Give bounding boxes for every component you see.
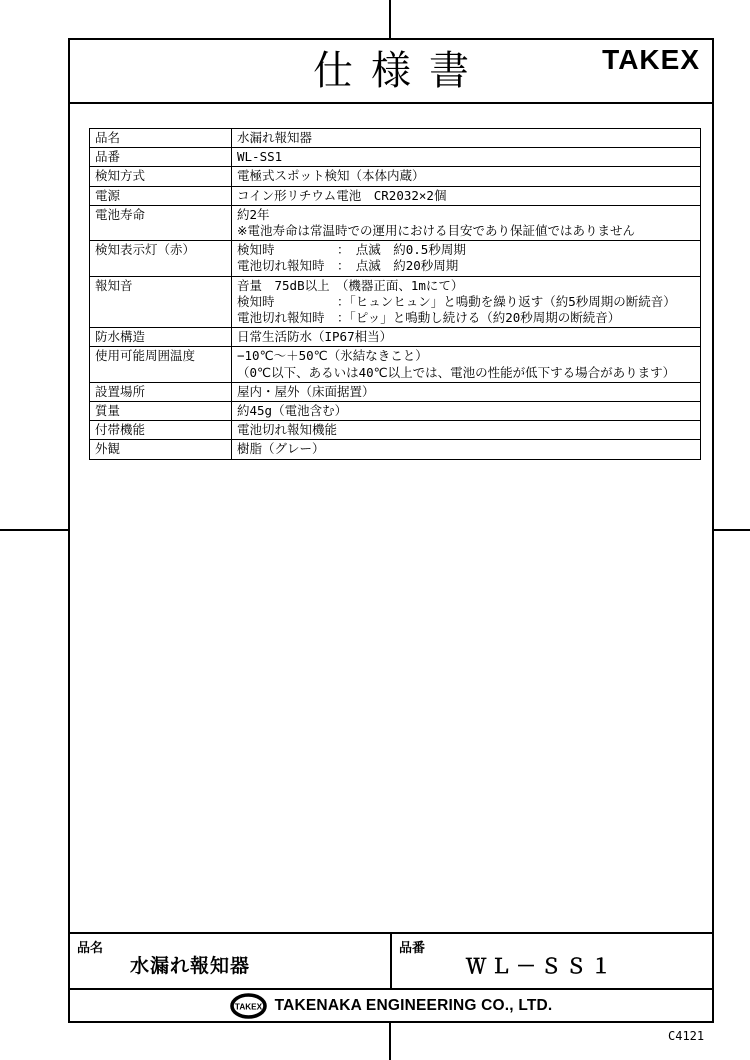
- spec-row-label: 電源: [90, 186, 232, 205]
- spec-row-value: [232, 241, 701, 276]
- spec-value-line: （0℃以下、あるいは40℃以上では、電池の性能が低下する場合があります）: [237, 364, 676, 380]
- trim-mark-top: [389, 0, 391, 39]
- spec-row-label: 付帯機能: [90, 421, 232, 440]
- spec-row-label: 使用可能周囲温度: [90, 347, 232, 382]
- spec-row-value: [232, 421, 701, 440]
- spec-row-value: [232, 148, 701, 167]
- spec-row: [90, 276, 701, 328]
- spec-row-label: 報知音: [90, 276, 232, 328]
- document-body: [70, 104, 712, 932]
- takex-badge-icon: [230, 993, 267, 1019]
- spec-value-line: 検知時 ：「ヒュンヒュン」と鳴動を繰り返す（約5秒周期の断続音）: [237, 293, 676, 309]
- spec-row-label: 検知方式: [90, 167, 232, 186]
- trim-mark-bottom: [389, 1022, 391, 1060]
- spec-row-label: 検知表示灯（赤）: [90, 241, 232, 276]
- spec-value-line: 音量 75dB以上 （機器正面、1mにて）: [237, 277, 464, 293]
- spec-row: [90, 241, 701, 276]
- spec-value-line: 樹脂（グレー）: [237, 441, 325, 457]
- spec-row-value: [232, 167, 701, 186]
- spec-value-line: 約2年: [237, 206, 270, 222]
- spec-row-value: [232, 186, 701, 205]
- spec-row-label: 設置場所: [90, 382, 232, 401]
- spec-row: [90, 148, 701, 167]
- spec-value-line: 検知時 ： 点滅 約0.5秒周期: [237, 242, 466, 258]
- spec-value-line: 電池切れ報知機能: [237, 422, 338, 438]
- page-title: 仕様書: [313, 49, 487, 93]
- spec-row-value: [232, 328, 701, 347]
- spec-row-value: [232, 347, 701, 382]
- spec-row: [90, 402, 701, 421]
- product-number-cell: [392, 934, 712, 988]
- spec-row: [90, 186, 701, 205]
- takex-badge-text: TAKEX: [234, 1002, 262, 1011]
- spec-row-value: [232, 382, 701, 401]
- product-number-value: ＷＬ－ＳＳ１: [466, 956, 616, 978]
- spec-row-value: [232, 205, 701, 240]
- spec-value-line: WL-SS1: [237, 149, 283, 165]
- spec-row: [90, 440, 701, 459]
- spec-value-line: 約45g（電池含む）: [237, 403, 348, 419]
- spec-row: [90, 421, 701, 440]
- document-header: [70, 40, 712, 104]
- spec-row-label: 品名: [90, 129, 232, 148]
- spec-value-line: コイン形リチウム電池 CR2032×2個: [237, 187, 447, 203]
- spec-row: [90, 382, 701, 401]
- spec-row: [90, 347, 701, 382]
- spec-row: [90, 328, 701, 347]
- spec-row-label: 外観: [90, 440, 232, 459]
- spec-value-line: 日常生活防水（IP67相当）: [237, 329, 393, 345]
- spec-row-label: 電池寿命: [90, 205, 232, 240]
- spec-value-line: −10℃～＋50℃（氷結なきこと）: [237, 348, 428, 364]
- company-name: TAKENAKA ENGINEERING CO., LTD.: [274, 996, 553, 1014]
- product-name-value: 水漏れ報知器: [130, 955, 251, 977]
- spec-row-label: 防水構造: [90, 328, 232, 347]
- product-number-label: 品番: [399, 941, 426, 956]
- product-summary: [70, 932, 712, 988]
- spec-value-line: ※電池寿命は常温時での運用における目安であり保証値ではありません: [237, 223, 635, 239]
- spec-row-label: 品番: [90, 148, 232, 167]
- brand-logo: TAKEX: [602, 44, 700, 75]
- spec-row-value: [232, 129, 701, 148]
- product-name-label: 品名: [77, 941, 104, 956]
- trim-mark-left: [0, 529, 68, 531]
- spec-value-line: 水漏れ報知器: [237, 130, 313, 145]
- document-frame: [68, 38, 714, 1023]
- spec-value-line: 屋内・屋外（床面据置）: [237, 383, 375, 399]
- company-footer: [70, 988, 712, 1021]
- spec-value-line: 電池切れ報知時 ：「ピッ」と鳴動し続ける（約20秒周期の断続音）: [237, 310, 621, 326]
- spec-row-label: 質量: [90, 402, 232, 421]
- spec-value-line: 電極式スポット検知（本体内蔵）: [237, 168, 425, 184]
- product-name-cell: [70, 934, 392, 988]
- document-code: C4121: [668, 1029, 705, 1043]
- spec-value-line: 電池切れ報知時 ： 点滅 約20秒周期: [237, 258, 459, 274]
- spec-row: [90, 129, 701, 148]
- spec-row-value: [232, 276, 701, 328]
- spec-table: [89, 128, 701, 460]
- trim-mark-right: [712, 529, 750, 531]
- spec-row-value: [232, 402, 701, 421]
- spec-row: [90, 205, 701, 240]
- spec-row-value: [232, 440, 701, 459]
- spec-row: [90, 167, 701, 186]
